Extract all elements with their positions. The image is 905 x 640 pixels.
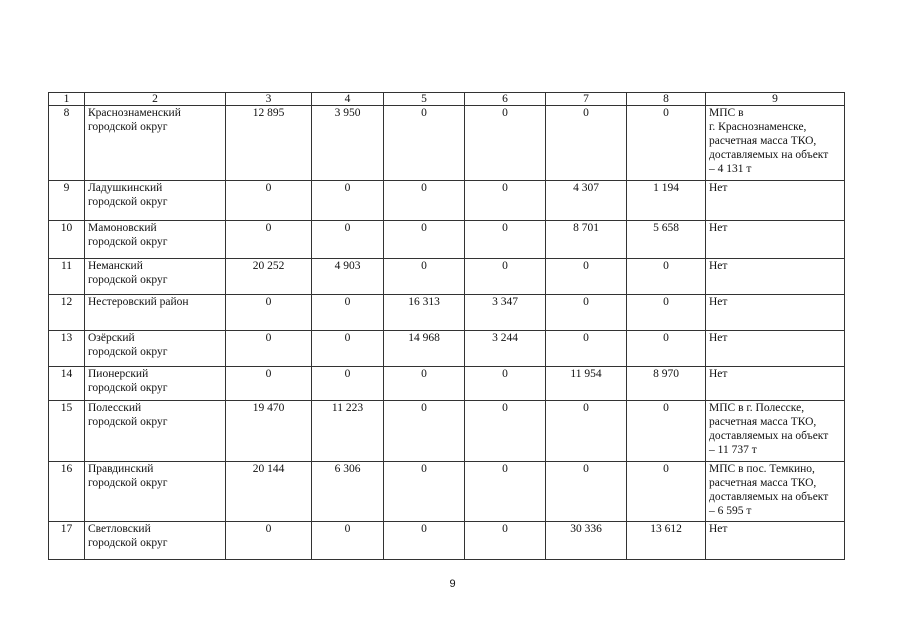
- municipality-cell: Краснознаменский городской округ: [85, 106, 226, 181]
- value-cell: 3 347: [465, 295, 546, 331]
- table-row: [49, 106, 845, 181]
- value-cell: 0: [465, 462, 546, 522]
- value-cell: 13 612: [627, 522, 706, 560]
- note-cell: МПС в г. Краснознаменске, расчетная масса ТКО, доставляемых на объект – 4 131 т: [706, 106, 845, 181]
- row-number-cell: 14: [49, 367, 85, 401]
- value-cell: 0: [384, 522, 465, 560]
- value-cell: 0: [627, 462, 706, 522]
- municipality-cell: Пионерский городской округ: [85, 367, 226, 401]
- value-cell: 0: [226, 181, 312, 221]
- value-cell: 14 968: [384, 331, 465, 367]
- row-number-cell: 17: [49, 522, 85, 560]
- value-cell: 8 701: [546, 221, 627, 259]
- value-cell: 0: [384, 259, 465, 295]
- table-row: [49, 462, 845, 522]
- value-cell: 0: [312, 221, 384, 259]
- column-header: 8: [627, 93, 706, 106]
- column-header: 3: [226, 93, 312, 106]
- column-header: 2: [85, 93, 226, 106]
- value-cell: 0: [312, 367, 384, 401]
- value-cell: 4 903: [312, 259, 384, 295]
- row-number-cell: 11: [49, 259, 85, 295]
- municipality-cell: Светловский городской округ: [85, 522, 226, 560]
- value-cell: 0: [226, 221, 312, 259]
- value-cell: 0: [627, 401, 706, 462]
- table-row: [49, 401, 845, 462]
- value-cell: 0: [465, 522, 546, 560]
- value-cell: 0: [627, 259, 706, 295]
- value-cell: 11 223: [312, 401, 384, 462]
- value-cell: 0: [384, 181, 465, 221]
- value-cell: 19 470: [226, 401, 312, 462]
- value-cell: 0: [465, 259, 546, 295]
- row-number-cell: 10: [49, 221, 85, 259]
- note-cell: Нет: [706, 181, 845, 221]
- value-cell: 0: [465, 367, 546, 401]
- page-number: 9: [449, 578, 456, 590]
- value-cell: 0: [384, 462, 465, 522]
- header-row: [49, 93, 845, 106]
- column-header: 4: [312, 93, 384, 106]
- note-cell: Нет: [706, 221, 845, 259]
- value-cell: 0: [627, 106, 706, 181]
- value-cell: 3 950: [312, 106, 384, 181]
- value-cell: 0: [465, 221, 546, 259]
- row-number-cell: 12: [49, 295, 85, 331]
- note-cell: МПС в пос. Темкино, расчетная масса ТКО, доставляемых на объект – 6 595 т: [706, 462, 845, 522]
- note-cell: Нет: [706, 522, 845, 560]
- value-cell: 0: [546, 295, 627, 331]
- table-body: [49, 106, 845, 560]
- table-row: [49, 331, 845, 367]
- value-cell: 5 658: [627, 221, 706, 259]
- value-cell: 0: [384, 106, 465, 181]
- row-number-cell: 9: [49, 181, 85, 221]
- waste-data-table: [48, 92, 845, 560]
- value-cell: 0: [546, 401, 627, 462]
- municipality-cell: Мамоновский городской округ: [85, 221, 226, 259]
- value-cell: 0: [312, 181, 384, 221]
- note-cell: Нет: [706, 259, 845, 295]
- note-cell: Нет: [706, 367, 845, 401]
- value-cell: 0: [384, 221, 465, 259]
- value-cell: 0: [226, 331, 312, 367]
- row-number-cell: 8: [49, 106, 85, 181]
- note-cell: Нет: [706, 295, 845, 331]
- note-cell: Нет: [706, 331, 845, 367]
- value-cell: 0: [384, 367, 465, 401]
- document-table-container: [48, 92, 844, 560]
- value-cell: 0: [226, 367, 312, 401]
- value-cell: 11 954: [546, 367, 627, 401]
- value-cell: 0: [627, 295, 706, 331]
- municipality-cell: Правдинский городской округ: [85, 462, 226, 522]
- value-cell: 0: [465, 401, 546, 462]
- municipality-cell: Полесский городской округ: [85, 401, 226, 462]
- value-cell: 0: [312, 331, 384, 367]
- row-number-cell: 15: [49, 401, 85, 462]
- value-cell: 0: [226, 295, 312, 331]
- row-number-cell: 16: [49, 462, 85, 522]
- value-cell: 0: [226, 522, 312, 560]
- table-row: [49, 522, 845, 560]
- row-number-cell: 13: [49, 331, 85, 367]
- value-cell: 0: [312, 522, 384, 560]
- value-cell: 20 252: [226, 259, 312, 295]
- value-cell: 0: [546, 331, 627, 367]
- column-header: 6: [465, 93, 546, 106]
- value-cell: 0: [312, 295, 384, 331]
- value-cell: 0: [465, 106, 546, 181]
- table-row: [49, 295, 845, 331]
- table-row: [49, 181, 845, 221]
- municipality-cell: Ладушкинский городской округ: [85, 181, 226, 221]
- value-cell: 20 144: [226, 462, 312, 522]
- value-cell: 0: [465, 181, 546, 221]
- value-cell: 16 313: [384, 295, 465, 331]
- table-row: [49, 367, 845, 401]
- value-cell: 0: [546, 106, 627, 181]
- value-cell: 6 306: [312, 462, 384, 522]
- value-cell: 1 194: [627, 181, 706, 221]
- municipality-cell: Нестеровский район: [85, 295, 226, 331]
- value-cell: 0: [546, 462, 627, 522]
- municipality-cell: Неманский городской округ: [85, 259, 226, 295]
- value-cell: 0: [546, 259, 627, 295]
- table-row: [49, 221, 845, 259]
- value-cell: 30 336: [546, 522, 627, 560]
- value-cell: 0: [384, 401, 465, 462]
- municipality-cell: Озёрский городской округ: [85, 331, 226, 367]
- note-cell: МПС в г. Полесске, расчетная масса ТКО, доставляемых на объект – 11 737 т: [706, 401, 845, 462]
- column-header: 1: [49, 93, 85, 106]
- table-row: [49, 259, 845, 295]
- column-header: 5: [384, 93, 465, 106]
- value-cell: 12 895: [226, 106, 312, 181]
- value-cell: 3 244: [465, 331, 546, 367]
- column-header: 7: [546, 93, 627, 106]
- value-cell: 4 307: [546, 181, 627, 221]
- value-cell: 8 970: [627, 367, 706, 401]
- column-header: 9: [706, 93, 845, 106]
- value-cell: 0: [627, 331, 706, 367]
